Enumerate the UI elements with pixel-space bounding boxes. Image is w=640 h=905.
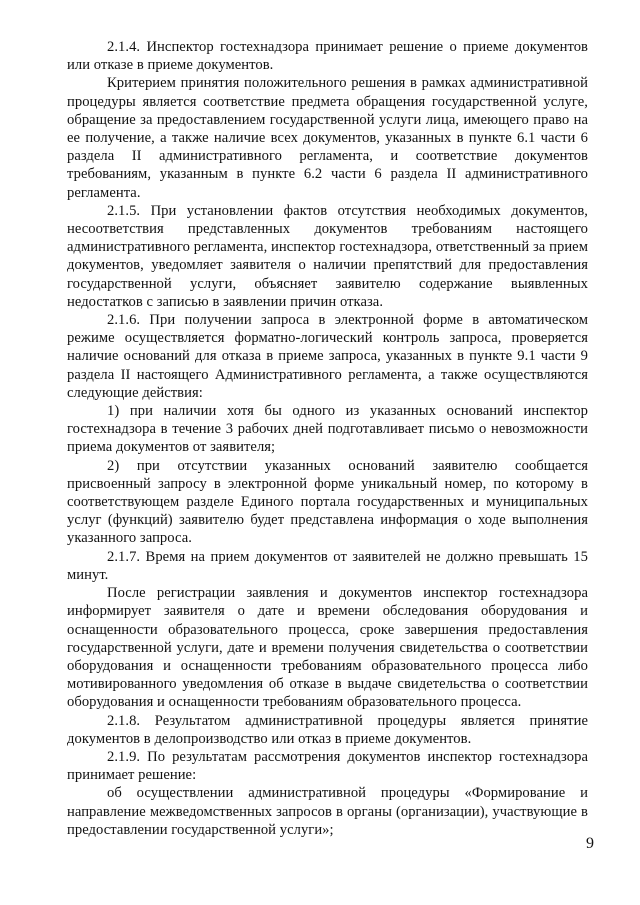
paragraph-2-1-8: 2.1.8. Результатом административной процедуры является принятие документов в делопроизводство или отказ в приеме документов. [67, 712, 588, 747]
list-item-2: 2) при отсутствии указанных оснований заявителю сообщается присвоенный запросу в электронной форме уникальный номер, по которому в соответствующем разделе Единого портала государственных и муниципальных услуг (функций) заявителю будет представлена информация о ходе выполнения указанного запроса. [67, 457, 588, 547]
paragraph-after-registration: После регистрации заявления и документов инспектор гостехнадзора информирует заявителя о дате и времени обследования оборудования и оснащенности образовательного процесса, сроке завершения предоставления государственной услуги, дате и времени получения свидетельства о соответствии оборудования и оснащенности требованиям образовательного процесса либо мотивированного уведомления об отказе в выдаче свидетельства о соответствии оборудования и оснащенности требованиям образовательного процесса. [67, 585, 588, 711]
document-body [67, 38, 588, 839]
paragraph-2-1-9: 2.1.9. По результатам рассмотрения документов инспектор гостехнадзора принимает решение: [67, 748, 588, 784]
paragraph-2-1-4: 2.1.4. Инспектор гостехнадзора принимает решение о приеме документов или отказе в приеме документов. [67, 39, 588, 74]
paragraph-2-1-5: 2.1.5. При установлении фактов отсутствия необходимых документов, несоответствия представленных документов требованиям настоящего административного регламента, инспектор гостехнадзора, ответственный за прием документов, уведомляет заявителя о наличии препятствий для предоставления государственной услуги, объясняет заявителю содержание выявленных недостатков с записью в заявлении причин отказа. [67, 202, 588, 310]
paragraph-decision: об осуществлении административной процедуры «Формирование и направление межведомственных запросов в органы (организации), участвующие в предоставлении государственной услуги»; [67, 785, 588, 838]
page-number: 9 [586, 835, 594, 852]
paragraph-2-1-7: 2.1.7. Время на прием документов от заявителей не должно превышать 15 минут. [67, 548, 588, 583]
list-item-1: 1) при наличии хотя бы одного из указанных оснований инспектор гостехнадзора в течение 3 рабочих дней подготавливает письмо о невозможности приема документов от заявителя; [67, 403, 588, 456]
paragraph-2-1-6: 2.1.6. При получении запроса в электронной форме в автоматическом режиме осуществляется форматно-логический контроль запроса, проверяется наличие оснований для отказа в приеме запроса, указанных в пункте 9.1 части 9 раздела II настоящего Административного регламента, а также осуществляются следующие действия: [67, 312, 588, 401]
paragraph-criterion: Критерием принятия положительного решения в рамках административной процедуры является соответствие предмета обращения государственной услуге, обращение за предоставлением государственной услуги лица, имеющего право на ее получение, а также наличие всех документов, указанных в пункте 6.1 части 6 раздела II административного регламента, и соответствие документов требованиям, указанным в пункте 6.2 части 6 раздела II административного регламента. [67, 75, 588, 201]
